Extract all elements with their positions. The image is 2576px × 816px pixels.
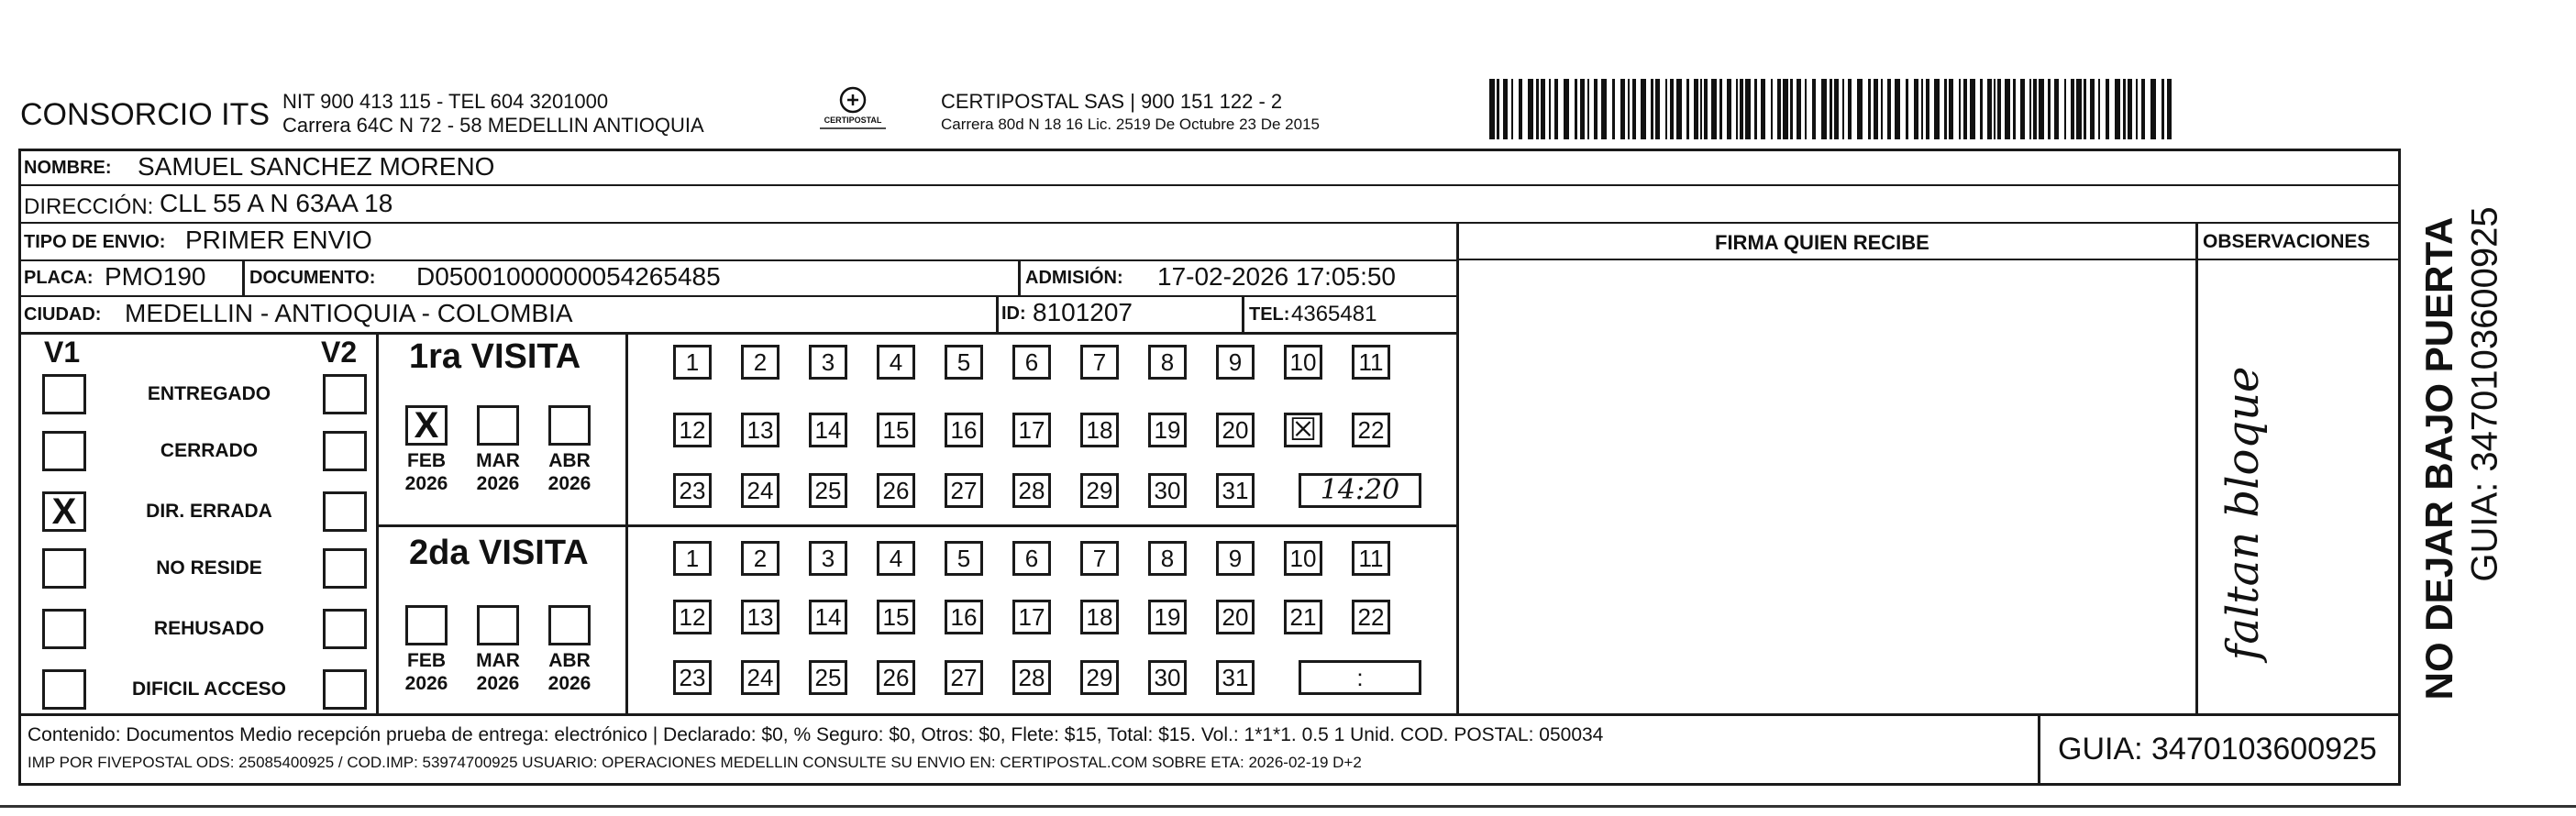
barcode-bar [1834,79,1839,139]
visit1-day-box[interactable]: 30 [1148,473,1187,508]
visit2-day-box[interactable]: 23 [673,660,712,695]
barcode-bar [1503,79,1508,139]
barcode-bar [1549,79,1551,139]
barcode-bar [1554,79,1558,139]
visit2-day-box[interactable]: 3 [809,541,847,576]
visit2-time-box[interactable]: : [1299,660,1421,695]
visit2-day-box[interactable]: 13 [741,600,779,634]
visit1-day-box[interactable]: 10 [1284,345,1322,380]
footer-contenido: Contenido: Documentos Medio recepción prueba de entrega: electrónico | Declarado: $0, % Seguro: $0, Otros: $0, Flete: $15, Total: $15. Vol.: 1*1*1. 0.5 1 Unid. COD. POSTAL: 050034 [28,724,1604,745]
barcode-bar [2029,79,2031,139]
barcode-bar [2167,79,2172,139]
id-value: 8101207 [1033,298,1133,326]
barcode-bar [1777,79,1781,139]
visit1-day-box[interactable]: 24 [741,473,779,508]
visit2-month-checkbox[interactable] [477,605,519,645]
visit1-day-box[interactable]: 31 [1216,473,1255,508]
barcode-bar [1848,79,1852,139]
visit1-month-checkbox[interactable]: X [405,405,448,446]
observaciones-handwriting: faltan bloque [2217,366,2269,661]
barcode-bar [2039,79,2044,139]
company-address: Carrera 64C N 72 - 58 MEDELLIN ANTIOQUIA [282,114,704,137]
barcode-bar [1704,79,1708,139]
visit2-month-label: FEB 2026 [404,650,448,694]
v1-checkbox[interactable] [42,431,86,471]
visit2-day-box[interactable]: 7 [1080,541,1119,576]
reason-label: CERRADO [160,440,259,461]
footer-imp: IMP POR FIVEPOSTAL ODS: 25085400925 / COD.IMP: 53974700925 USUARIO: OPERACIONES MEDELLIN CONSULTE SU ENVIO EN: CERTIPOSTAL.COM SOBRE ETA: 2026-02-19 D+2 [28,754,1362,771]
firma-area[interactable] [1460,260,2194,711]
tel-value: 4365481 [1291,302,1377,326]
visit1-day-box[interactable]: 6 [1012,345,1051,380]
barcode-bar [1676,79,1682,139]
visit2-day-box[interactable]: 15 [877,600,915,634]
barcode-bar [1761,79,1765,139]
reason-label: ENTREGADO [147,383,271,404]
barcode-bar [2106,79,2109,139]
v1-header: V1 [44,336,81,369]
visit2-day-box[interactable]: 5 [945,541,983,576]
barcode-bar [1711,79,1717,139]
visit1-day-box[interactable]: 19 [1148,413,1187,447]
certipostal-address: Carrera 80d N 18 16 Lic. 2519 De Octubre 23 De 2015 [941,116,1320,133]
placa-label: PLACA: [24,268,94,288]
barcode-bar [1970,79,1975,139]
visit2-day-box[interactable]: 19 [1148,600,1187,634]
visit2-day-box[interactable]: 18 [1080,600,1119,634]
v2-checkbox[interactable] [323,669,367,710]
logo-text: CERTIPOSTAL [824,116,882,125]
visit2-day-box[interactable]: 28 [1012,660,1051,695]
visit1-day-box[interactable]: ☒ [1284,413,1322,447]
visit2-day-box[interactable]: 16 [945,600,983,634]
visit1-day-box[interactable]: 20 [1216,413,1255,447]
barcode-bar [1736,79,1738,139]
barcode-bar [1594,79,1598,139]
barcode-bar [1874,79,1878,139]
barcode-bar [2123,79,2126,139]
visit1-month-label: MAR 2026 [476,450,520,494]
barcode-bar [2150,79,2156,139]
visit2-day-box[interactable]: 11 [1352,541,1390,576]
barcode-bar [2064,79,2066,139]
barcode-bar [1868,79,1871,139]
barcode-bar [2048,79,2051,139]
barcode-bar [1959,79,1961,139]
barcode-bar [1745,79,1751,139]
barcode-bar [1783,79,1788,139]
visit1-day-box[interactable]: 2 [741,345,779,380]
visit1-month-label: ABR 2026 [547,450,591,494]
certipostal-logo [811,84,895,138]
visit2-day-box[interactable]: 31 [1216,660,1255,695]
barcode-bar [1949,79,1953,139]
barcode-bar [2141,79,2145,139]
admision-value: 17-02-2026 17:05:50 [1157,262,1396,291]
barcode-bar [1754,79,1757,139]
visit2-day-box[interactable]: 6 [1012,541,1051,576]
visit2-month-checkbox[interactable] [405,605,448,645]
barcode-bar [2128,79,2132,139]
v2-checkbox[interactable] [323,609,367,649]
visit2-day-box[interactable]: 20 [1216,600,1255,634]
v2-checkbox[interactable] [323,491,367,532]
footer-guia: GUIA: 3470103600925 [2058,732,2377,766]
visit2-month-label: MAR 2026 [476,650,520,694]
reason-label: DIR. ERRADA [146,501,272,522]
visit1-day-box[interactable]: 23 [673,473,712,508]
reason-label: DIFICIL ACCESO [131,678,286,700]
id-label: ID: [1001,303,1026,324]
barcode-bar [1575,79,1577,139]
documento-label: DOCUMENTO: [249,268,376,288]
barcode-bar [1797,79,1801,139]
visit1-day-box[interactable]: 4 [877,345,915,380]
barcode-bar [2033,79,2037,139]
v1-checkbox[interactable] [42,609,86,649]
visit1-day-box[interactable]: 12 [673,413,712,447]
v2-checkbox[interactable] [323,374,367,414]
visit2-day-box[interactable]: 22 [1352,600,1390,634]
barcode-bar [1980,79,1983,139]
tipo-envio-label: TIPO DE ENVIO: [24,232,166,252]
visit2-day-box[interactable]: 21 [1284,600,1322,634]
visit1-day-box[interactable]: 15 [877,413,915,447]
visit1-month-checkbox[interactable] [548,405,591,446]
barcode-bar [1528,79,1533,139]
company-nit: NIT 900 413 115 - TEL 604 3201000 [282,90,609,113]
visit1-time-box[interactable]: 14:20 [1299,473,1421,508]
barcode-bar [1921,79,1923,139]
v1-checkbox[interactable] [42,374,86,414]
barcode-bar [1519,79,1522,139]
tipo-envio-value: PRIMER ENVIO [185,226,372,254]
barcode-bar [1632,79,1636,139]
visit1-day-box[interactable]: 18 [1080,413,1119,447]
barcode-bar [2115,79,2120,139]
visit1-month-checkbox[interactable] [477,405,519,446]
barcode-bar [2136,79,2138,139]
barcode-bar [1541,79,1545,139]
barcode-bar [1694,79,1698,139]
visit2-day-box[interactable]: 8 [1148,541,1187,576]
barcode-bar [1934,79,1940,139]
visit2-day-box[interactable]: 30 [1148,660,1187,695]
barcode-bar [1628,79,1630,139]
barcode-bar [2071,79,2074,139]
barcode-bar [1926,79,1929,139]
barcode-bar [1857,79,1863,139]
barcode-bar [1881,79,1883,139]
visit1-day-box[interactable]: 14 [809,413,847,447]
visit2-day-box[interactable]: 17 [1012,600,1051,634]
visit1-day-box[interactable]: 16 [945,413,983,447]
direccion-value: CLL 55 A N 63AA 18 [160,189,393,217]
barcode-bar [2098,79,2100,139]
observaciones-header: OBSERVACIONES [2203,231,2371,252]
barcode-bar [1771,79,1773,139]
side-warning: NO DEJAR BAJO PUERTA [2417,216,2460,700]
visit1-day-box[interactable]: 26 [877,473,915,508]
visit1-day-box[interactable]: 28 [1012,473,1051,508]
firma-header: FIRMA QUIEN RECIBE [1715,231,1929,254]
visit2-day-box[interactable]: 4 [877,541,915,576]
barcode-bar [1821,79,1827,139]
barcode-bar [1790,79,1793,139]
nombre-label: NOMBRE: [24,158,112,178]
tel-label: TEL: [1249,304,1290,325]
visit2-day-box[interactable]: 24 [741,660,779,695]
visit2-day-box[interactable]: 25 [809,660,847,695]
visit2-day-box[interactable]: 26 [877,660,915,695]
side-guia: GUIA: 3470103600925 [2464,206,2505,582]
visit2-title: 2da VISITA [409,534,589,572]
barcode-bar [1914,79,1918,139]
visit2-day-box[interactable]: 14 [809,600,847,634]
barcode-bar [1842,79,1844,139]
v2-checkbox[interactable] [323,548,367,589]
barcode-bar [1887,79,1891,139]
documento-value: D05001000000054265485 [416,262,721,291]
barcode-bar [2161,79,2164,139]
barcode-bar [1620,79,1625,139]
reason-label: REHUSADO [153,618,265,639]
barcode-bar [1655,79,1660,139]
company-name: CONSORCIO ITS [20,97,271,132]
barcode [1489,79,2172,139]
admision-label: ADMISIÓN: [1025,268,1123,288]
visit1-day-box[interactable]: 22 [1352,413,1390,447]
visit1-day-box[interactable]: 5 [945,345,983,380]
barcode-bar [1727,79,1731,139]
visit1-day-box[interactable]: 9 [1216,345,1255,380]
barcode-bar [2090,79,2095,139]
barcode-bar [2084,79,2086,139]
barcode-bar [2054,79,2059,139]
barcode-bar [2013,79,2016,139]
barcode-bar [1601,79,1607,139]
visit1-day-box[interactable]: 7 [1080,345,1119,380]
reason-label: NO RESIDE [156,557,262,579]
v1-checkbox[interactable] [42,548,86,589]
visit2-day-box[interactable]: 29 [1080,660,1119,695]
visit1-day-box[interactable]: 3 [809,345,847,380]
nombre-value: SAMUEL SANCHEZ MORENO [138,152,495,181]
visit1-month-label: FEB 2026 [404,450,448,494]
barcode-bar [1944,79,1947,139]
visit1-day-box[interactable]: 8 [1148,345,1187,380]
barcode-bar [2020,79,2025,139]
v2-header: V2 [321,336,358,369]
visit2-month-label: ABR 2026 [547,650,591,694]
barcode-bar [1651,79,1653,139]
visit1-day-box[interactable]: 17 [1012,413,1051,447]
barcode-bar [1719,79,1722,139]
barcode-bar [1580,79,1585,139]
v1-checkbox[interactable]: X [42,491,86,532]
visit2-day-box[interactable]: 27 [945,660,983,695]
barcode-bar [1489,79,1495,139]
barcode-bar [1963,79,1967,139]
visit1-day-box[interactable]: 13 [741,413,779,447]
barcode-bar [1700,79,1702,139]
visit2-month-checkbox[interactable] [548,605,591,645]
barcode-bar [1830,79,1832,139]
visit1-day-box[interactable]: 27 [945,473,983,508]
ciudad-value: MEDELLIN - ANTIOQUIA - COLOMBIA [125,299,573,327]
barcode-bar [1587,79,1589,139]
visit2-day-box[interactable]: 1 [673,541,712,576]
barcode-bar [1665,79,1667,139]
barcode-bar [1895,79,1900,139]
barcode-bar [1906,79,1908,139]
placa-value: PMO190 [105,262,206,291]
direccion-label: DIRECCIÓN: [24,194,154,219]
barcode-bar [1812,79,1816,139]
barcode-bar [1987,79,1992,139]
visit1-title: 1ra VISITA [409,337,581,376]
barcode-bar [1497,79,1499,139]
visit1-day-box[interactable]: 1 [673,345,712,380]
barcode-bar [1564,79,1569,139]
barcode-bar [2076,79,2082,139]
barcode-bar [1740,79,1743,139]
visit2-day-box[interactable]: 10 [1284,541,1322,576]
visit2-day-box[interactable]: 12 [673,600,712,634]
visit1-day-box[interactable]: 25 [809,473,847,508]
barcode-bar [2005,79,2010,139]
visit1-day-box[interactable]: 11 [1352,345,1390,380]
barcode-bar [1641,79,1646,139]
visit2-day-box[interactable]: 9 [1216,541,1255,576]
v2-checkbox[interactable] [323,431,367,471]
barcode-bar [1670,79,1674,139]
visit2-day-box[interactable]: 2 [741,541,779,576]
barcode-bar [1612,79,1615,139]
barcode-bar [1686,79,1689,139]
barcode-bar [1997,79,2001,139]
barcode-bar [1805,79,1807,139]
v1-checkbox[interactable] [42,669,86,710]
barcode-bar [1536,79,1539,139]
ciudad-label: CIUDAD: [24,304,102,325]
barcode-bar [1511,79,1513,139]
barcode-bar [1994,79,1996,139]
visit1-day-box[interactable]: 29 [1080,473,1119,508]
certipostal-name: CERTIPOSTAL SAS | 900 151 122 - 2 [941,90,1283,113]
